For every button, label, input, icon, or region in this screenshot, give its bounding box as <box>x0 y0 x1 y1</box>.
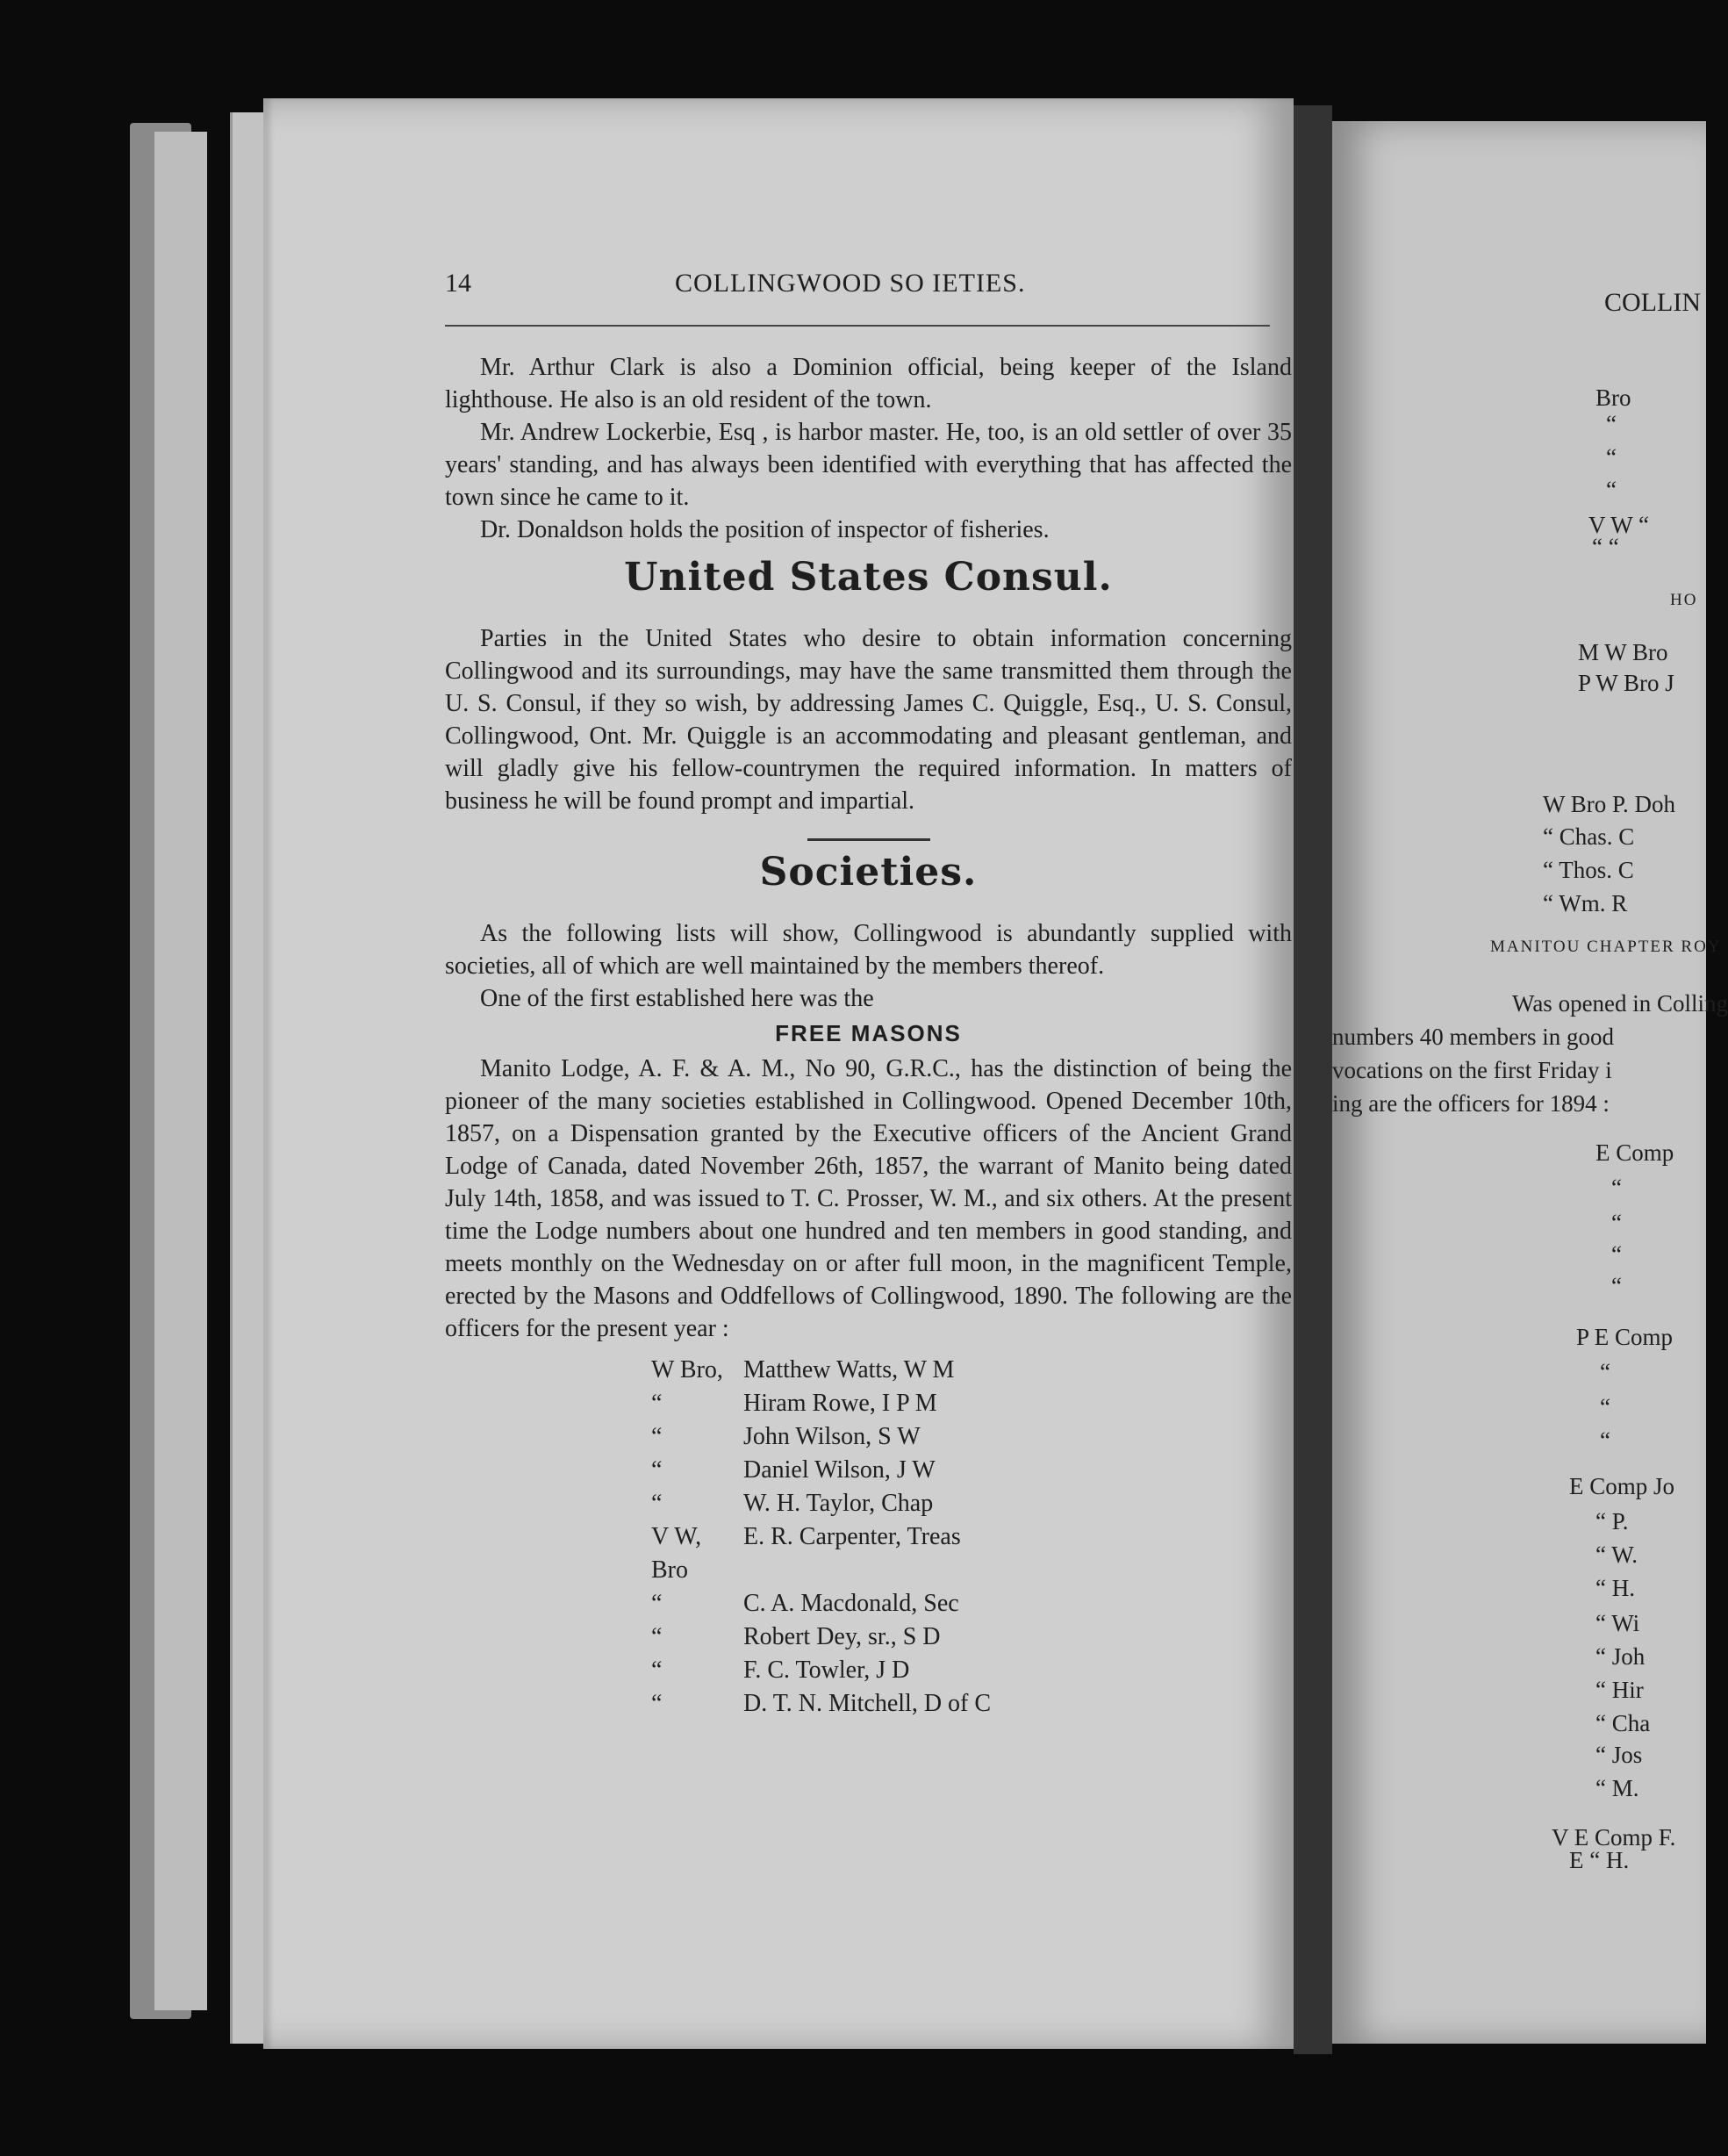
page-header <box>445 269 1296 304</box>
officer-row <box>651 1687 1292 1721</box>
officer-row <box>651 1487 1292 1520</box>
right-page-line: “ Hir <box>1595 1677 1644 1703</box>
right-page-line: V E Comp F. <box>1552 1824 1676 1851</box>
right-running-head: COLLIN <box>1604 288 1701 317</box>
officer-title: “ <box>651 1390 663 1417</box>
societies-heading: Societies. <box>759 850 978 895</box>
right-page-line: “ H. <box>1595 1575 1635 1601</box>
officer-name: Hiram Rowe, I P M <box>743 1390 937 1417</box>
right-page-line: “ <box>1606 477 1617 503</box>
right-page-line: “ M. <box>1595 1775 1639 1801</box>
officer-title: “ <box>651 1590 663 1617</box>
left-page-text <box>445 351 1292 1721</box>
paragraph-donaldson: Dr. Donaldson holds the position of inspector of fisheries. <box>480 516 1050 543</box>
right-page-line: “ <box>1600 1394 1610 1420</box>
officer-title: V W, Bro <box>651 1523 702 1584</box>
officer-title: “ <box>651 1690 663 1717</box>
right-page-line: “ “ <box>1592 534 1619 560</box>
officer-row <box>651 1387 1292 1420</box>
right-page-line: MANITOU CHAPTER ROY <box>1490 938 1722 956</box>
right-page-line: “ Jos <box>1595 1742 1643 1768</box>
right-page-line: E Comp Jo <box>1569 1473 1675 1499</box>
right-page-line: “ <box>1606 444 1617 471</box>
right-page-line: “ Joh <box>1595 1643 1646 1670</box>
right-page-line: HO <box>1670 591 1698 609</box>
paragraph-clark: Mr. Arthur Clark is also a Dominion official, being keeper of the Island lighthouse. He also is an old resident of the town. <box>445 354 1292 413</box>
officer-title: “ <box>651 1490 663 1517</box>
officer-row <box>651 1420 1292 1454</box>
right-page-line: P E Comp <box>1576 1324 1674 1350</box>
officer-title: “ <box>651 1423 663 1450</box>
right-page-line: “ <box>1600 1359 1610 1385</box>
right-page-line: “ Cha <box>1595 1710 1651 1736</box>
right-page-line: “ Wm. R <box>1543 890 1628 916</box>
right-page-line: numbers 40 members in good <box>1332 1024 1614 1050</box>
officer-title: “ <box>651 1623 663 1650</box>
right-page-line: E “ H. <box>1569 1847 1630 1873</box>
officer-name: Robert Dey, sr., S D <box>743 1623 941 1650</box>
running-head: COLLINGWOOD SO IETIES. <box>675 269 1026 298</box>
right-page <box>1332 121 1728 2044</box>
officer-name: John Wilson, S W <box>743 1423 921 1450</box>
officer-row <box>651 1454 1292 1487</box>
paragraph-societies: As the following lists will show, Collingwood is abundantly supplied with societies, all of which are well maintained by the members thereof. <box>445 920 1292 980</box>
officer-title: “ <box>651 1657 663 1684</box>
consul-heading: United States Consul. <box>624 555 1113 600</box>
rear-cover-board <box>154 132 207 2010</box>
header-rule <box>445 325 1270 327</box>
right-page-line: vocations on the first Friday i <box>1332 1057 1612 1083</box>
right-page-line: “ Thos. C <box>1543 857 1634 883</box>
right-page-line: E Comp <box>1595 1139 1674 1166</box>
officer-name: W. H. Taylor, Chap <box>743 1490 934 1517</box>
right-page-line: “ Wi <box>1595 1610 1640 1636</box>
paragraph-lockerbie: Mr. Andrew Lockerbie, Esq , is harbor master. He, too, is an old settler of over 35 years' standing, and has always been identified with everything that has affected the town since he came to it. <box>445 419 1292 511</box>
officer-name: F. C. Towler, J D <box>743 1657 910 1684</box>
right-page-line: M W Bro <box>1578 639 1668 665</box>
right-page-line: “ <box>1606 411 1617 437</box>
right-page-line: “ W. <box>1595 1542 1638 1568</box>
section-rule <box>807 838 930 841</box>
book-gutter <box>1294 105 1332 2054</box>
right-page-line: V W “ <box>1588 512 1650 538</box>
officers-list <box>651 1354 1292 1721</box>
right-page-line: ing are the officers for 1894 : <box>1332 1090 1610 1117</box>
officer-name: Daniel Wilson, J W <box>743 1456 936 1484</box>
right-page-line: “ <box>1600 1427 1610 1454</box>
right-page-line: “ P. <box>1595 1508 1629 1534</box>
right-page-line: “ <box>1611 1210 1622 1236</box>
officer-title: “ <box>651 1456 663 1484</box>
officer-row <box>651 1354 1292 1387</box>
right-page-line: P W Bro J <box>1578 670 1674 696</box>
officer-name: Matthew Watts, W M <box>743 1356 955 1383</box>
right-page-line: “ Chas. C <box>1543 823 1635 850</box>
officer-row <box>651 1587 1292 1621</box>
right-page-line: W Bro P. Doh <box>1543 791 1676 817</box>
right-page-line: Bro <box>1595 384 1631 411</box>
officer-title: W Bro, <box>651 1356 723 1383</box>
right-page-line: “ <box>1611 1175 1622 1201</box>
right-page-line: “ <box>1611 1273 1622 1299</box>
paragraph-consul: Parties in the United States who desire to obtain information concerning Collingwood and its surroundings, may have the same transmitted them through the U. S. Consul, if they so wish, by addressing James C. Quiggle, Esq., U. S. Consul, Collingwood, Ont. Mr. Quiggle is an accommodating and pleasant gentleman, and will gladly give his fellow-countrymen the required information. In matters of business he will be found prompt and impartial. <box>445 625 1292 815</box>
paragraph-masons: Manito Lodge, A. F. & A. M., No 90, G.R.C., has the distinction of being the pioneer of the many societies established in Collingwood. Opened December 10th, 1857, on a Dispensation granted by the Executive officers of the Ancient Grand Lodge of Canada, dated November 26th, 1857, the warrant of Manito being dated July 14th, 1858, and was issued to T. C. Prosser, W. M., and six others. At the present time the Lodge numbers about one hundred and ten members in good standing, and meets monthly on the Wednesday on or after full moon, in the magnificent Temple, erected by the Masons and Oddfellows of Collingwood, 1890. The following are the officers for the present year : <box>445 1055 1292 1342</box>
officer-name: C. A. Macdonald, Sec <box>743 1590 959 1617</box>
officer-name: E. R. Carpenter, Treas <box>743 1523 961 1550</box>
page-number: 14 <box>445 269 471 298</box>
page-edge <box>230 112 268 2044</box>
officer-row <box>651 1621 1292 1654</box>
right-page-line: “ <box>1611 1241 1622 1268</box>
officer-name: D. T. N. Mitchell, D of C <box>743 1690 992 1717</box>
officer-row <box>651 1654 1292 1687</box>
paragraph-societies-lead: One of the first established here was the <box>480 985 874 1012</box>
officer-row <box>651 1520 1292 1587</box>
right-page-line: Was opened in Colling <box>1512 990 1728 1017</box>
masons-heading: FREE MASONS <box>775 1020 962 1046</box>
